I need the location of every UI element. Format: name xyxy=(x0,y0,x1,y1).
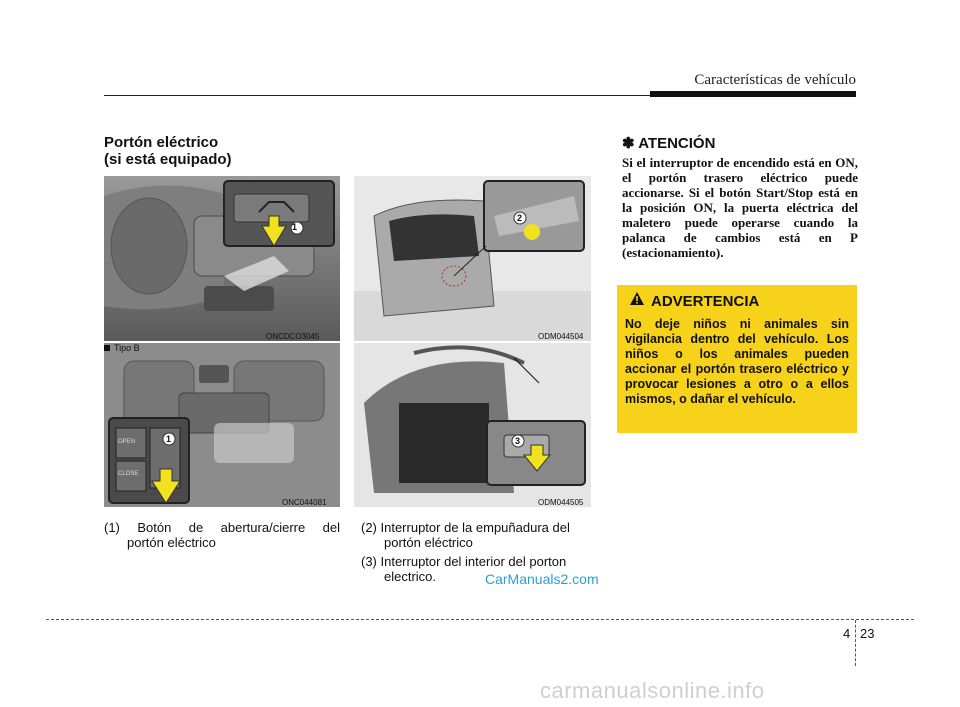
figure-tailgate-interior xyxy=(354,343,591,507)
attention-body: Si el interruptor de encendido está en ON, el portón trasero eléctrico puede accionarse. Si el botón Start/Stop está en la posición ON, la puerta eléctrica del maletero puede operarse cuando la palanca de cambios está en P (estacionamiento). xyxy=(622,155,858,260)
header-rule-bold xyxy=(650,91,856,97)
footer-rule xyxy=(46,619,914,620)
footer-watermark: carmanualsonline.info xyxy=(540,678,765,703)
figure-code-a: ONCDCO3045 xyxy=(266,332,320,341)
caption-3: (3) Interruptor del interior del porton electrico. xyxy=(361,554,567,584)
warning-body: No deje niños ni animales sin vigilancia dentro del vehículo. Los niños o los animales pueden accionar el portón trasero eléctrico y provocar lesiones a otro o a ellos mismos, o dañar el vehículo. xyxy=(625,317,849,406)
warning-triangle-icon xyxy=(629,291,645,311)
figure-type-a xyxy=(104,176,340,341)
type-b-label: Tipo B xyxy=(104,343,140,353)
chapter-number: 4 xyxy=(843,626,851,641)
asterisk-icon: ✽ xyxy=(622,135,635,152)
callout-2: 2 xyxy=(517,213,523,223)
callout-1a: 1 xyxy=(292,222,298,232)
callout-3: 3 xyxy=(515,436,521,446)
page-number: 23 xyxy=(860,626,875,641)
section-title-line1: Portón eléctrico xyxy=(104,134,219,151)
header-rule xyxy=(104,95,650,96)
callout-1b: 1 xyxy=(166,434,172,444)
caption-2: (2) Interruptor de la empuñadura del portón eléctrico xyxy=(361,520,570,550)
figure-code-d: ODM044505 xyxy=(538,498,584,507)
figure-code-b: ONC044081 xyxy=(282,498,327,507)
attention-title: ✽ ATENCIÓN xyxy=(622,135,716,152)
caption-1: (1) Botón de abertura/cierre del portón eléctrico xyxy=(104,520,340,550)
warning-box xyxy=(617,285,857,433)
figure-type-b xyxy=(104,343,340,507)
footer-divider xyxy=(855,620,856,666)
figure-code-c: ODM044504 xyxy=(538,332,584,341)
open-button-label: OPEN xyxy=(118,439,136,445)
watermark: CarManuals2.com xyxy=(485,571,599,587)
section-title-line2: (si está equipado) xyxy=(104,151,232,168)
close-button-label: CLOSE xyxy=(118,471,139,477)
section-title xyxy=(104,134,232,168)
warning-title: ADVERTENCIA xyxy=(651,292,760,310)
figure-tailgate-exterior xyxy=(354,176,591,341)
running-header: Características de vehículo xyxy=(694,72,856,88)
